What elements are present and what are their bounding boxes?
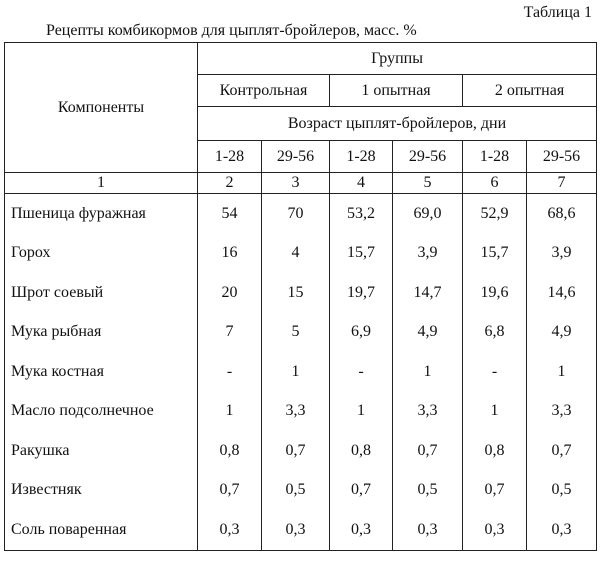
table-title: Рецепты комбикормов для цыплят-бройлеров, масс. % (46, 22, 417, 39)
value-cell: 3,3 (527, 392, 597, 432)
table-row (5, 510, 597, 550)
age-header: Возраст цыплят-бройлеров, дни (198, 107, 597, 141)
age-range: 1-28 (330, 141, 393, 173)
column-number-row (5, 173, 597, 194)
component-name: Шрот соевый (5, 273, 198, 313)
value-cell: 19,7 (330, 273, 393, 313)
value-cell: 16 (198, 234, 262, 274)
component-name: Ракушка (5, 431, 198, 471)
value-cell: 52,9 (463, 194, 527, 234)
column-number: 5 (393, 173, 463, 194)
value-cell: - (330, 352, 393, 392)
value-cell: 0,3 (393, 510, 463, 550)
value-cell: 0,8 (330, 431, 393, 471)
column-number: 2 (198, 173, 262, 194)
value-cell: 3,9 (393, 234, 463, 274)
value-cell: 0,5 (393, 471, 463, 511)
value-cell: 3,3 (262, 392, 330, 432)
value-cell: 0,3 (330, 510, 393, 550)
value-cell: 1 (393, 352, 463, 392)
table-row (5, 234, 597, 274)
value-cell: 69,0 (393, 194, 463, 234)
value-cell: 0,7 (262, 431, 330, 471)
table-row (5, 273, 597, 313)
table-row (5, 313, 597, 353)
subgroup-control: Контрольная (198, 75, 330, 107)
component-name: Известняк (5, 471, 198, 511)
value-cell: 0,7 (527, 431, 597, 471)
value-cell: 0,7 (198, 471, 262, 511)
value-cell: 0,3 (527, 510, 597, 550)
age-range: 1-28 (463, 141, 527, 173)
column-number: 1 (5, 173, 198, 194)
value-cell: 1 (330, 392, 393, 432)
value-cell: 14,7 (393, 273, 463, 313)
table-row (5, 352, 597, 392)
component-name: Соль поваренная (5, 510, 198, 550)
age-range: 1-28 (198, 141, 262, 173)
table-row (5, 471, 597, 511)
subgroup-experimental-2: 2 опытная (463, 75, 597, 107)
component-name: Масло подсолнечное (5, 392, 198, 432)
component-name: Горох (5, 234, 198, 274)
value-cell: 6,9 (330, 313, 393, 353)
column-number: 7 (527, 173, 597, 194)
value-cell: 0,3 (463, 510, 527, 550)
value-cell: 15,7 (330, 234, 393, 274)
component-name: Мука рыбная (5, 313, 198, 353)
value-cell: 7 (198, 313, 262, 353)
age-range: 29-56 (527, 141, 597, 173)
value-cell: 0,7 (463, 471, 527, 511)
value-cell: 5 (262, 313, 330, 353)
value-cell: 6,8 (463, 313, 527, 353)
value-cell: 1 (527, 352, 597, 392)
value-cell: 0,7 (393, 431, 463, 471)
component-name: Мука костная (5, 352, 198, 392)
value-cell: 19,6 (463, 273, 527, 313)
value-cell: 53,2 (330, 194, 393, 234)
value-cell: 68,6 (527, 194, 597, 234)
age-range: 29-56 (262, 141, 330, 173)
value-cell: - (198, 352, 262, 392)
table-label: Таблица 1 (523, 4, 592, 21)
value-cell: 54 (198, 194, 262, 234)
age-range: 29-56 (393, 141, 463, 173)
value-cell: - (463, 352, 527, 392)
column-number: 3 (262, 173, 330, 194)
value-cell: 0,7 (330, 471, 393, 511)
table-row (5, 392, 597, 432)
value-cell: 1 (262, 352, 330, 392)
value-cell: 14,6 (527, 273, 597, 313)
value-cell: 3,3 (393, 392, 463, 432)
table-row (5, 431, 597, 471)
value-cell: 1 (463, 392, 527, 432)
value-cell: 0,8 (198, 431, 262, 471)
value-cell: 3,9 (527, 234, 597, 274)
value-cell: 4,9 (527, 313, 597, 353)
value-cell: 0,3 (198, 510, 262, 550)
column-number: 6 (463, 173, 527, 194)
value-cell: 15,7 (463, 234, 527, 274)
groups-header: Группы (198, 43, 597, 75)
value-cell: 0,8 (463, 431, 527, 471)
column-number: 4 (330, 173, 393, 194)
value-cell: 70 (262, 194, 330, 234)
value-cell: 0,5 (262, 471, 330, 511)
table-row (5, 194, 597, 234)
components-header: Компоненты (5, 43, 198, 173)
value-cell: 0,5 (527, 471, 597, 511)
value-cell: 20 (198, 273, 262, 313)
value-cell: 1 (198, 392, 262, 432)
value-cell: 0,3 (262, 510, 330, 550)
subgroup-experimental-1: 1 опытная (330, 75, 463, 107)
component-name: Пшеница фуражная (5, 194, 198, 234)
value-cell: 4 (262, 234, 330, 274)
value-cell: 15 (262, 273, 330, 313)
value-cell: 4,9 (393, 313, 463, 353)
recipes-table (4, 42, 597, 551)
